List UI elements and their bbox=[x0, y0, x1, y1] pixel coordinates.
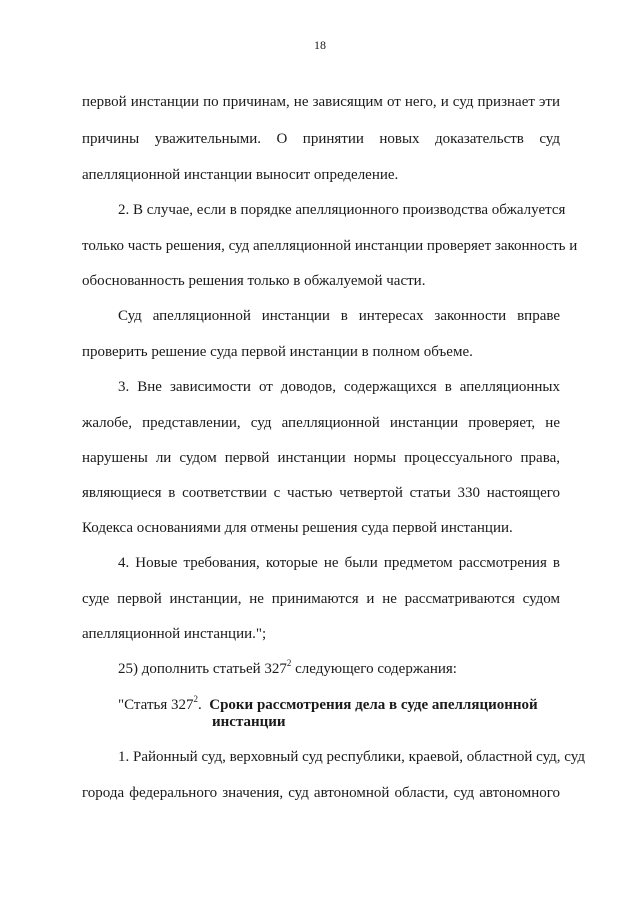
text-line-7: Суд апелляционной инстанции в интересах законности вправе bbox=[118, 308, 560, 324]
text-line-2: причины уважительными. О принятии новых доказательств суд bbox=[82, 131, 560, 147]
item-25-suffix: следующего содержания: bbox=[291, 661, 457, 677]
article-heading-title-2: инстанции bbox=[212, 714, 286, 730]
text-line-1: первой инстанции по причинам, не зависящим от него, и суд признает эти bbox=[82, 94, 560, 110]
page-number: 18 bbox=[314, 38, 326, 52]
text-line-5: только часть решения, суд апелляционной инстанции проверяет законность и bbox=[82, 238, 578, 254]
item-25-prefix: 25) дополнить статьей 327 bbox=[118, 661, 287, 677]
text-line-15: суде первой инстанции, не принимаются и не рассматриваются судом bbox=[82, 591, 560, 607]
text-line-16: апелляционной инстанции."; bbox=[82, 626, 267, 642]
text-line-4: 2. В случае, если в порядке апелляционного производства обжалуется bbox=[118, 202, 566, 218]
article-heading-sup: 2 bbox=[193, 694, 198, 704]
article-heading-title-1: Сроки рассмотрения дела в суде апелляционной bbox=[209, 697, 538, 713]
article-heading bbox=[118, 695, 560, 715]
item-25-sup: 2 bbox=[286, 658, 292, 668]
text-line-3: апелляционной инстанции выносит определение. bbox=[82, 167, 399, 183]
text-line-12: являющиеся в соответствии с частью четвертой статьи 330 настоящего bbox=[82, 485, 560, 501]
text-line-8: проверить решение суда первой инстанции в полном объеме. bbox=[82, 344, 473, 360]
text-line-11: нарушены ли судом первой инстанции нормы процессуального права, bbox=[82, 450, 560, 466]
item-25-line bbox=[118, 659, 560, 679]
text-line-13: Кодекса основаниями для отмены решения суда первой инстанции. bbox=[82, 520, 513, 536]
text-line-6: обоснованность решения только в обжалуемой части. bbox=[82, 273, 426, 289]
article-heading-dot: . bbox=[197, 697, 202, 713]
text-line-10: жалобе, представлении, суд апелляционной инстанции проверяет, не bbox=[82, 415, 560, 431]
text-line-9: 3. Вне зависимости от доводов, содержащихся в апелляционных bbox=[118, 379, 560, 395]
text-line-14: 4. Новые требования, которые не были предметом рассмотрения в bbox=[118, 555, 560, 571]
article-heading-prefix: "Статья 327 bbox=[118, 697, 194, 713]
text-line-18: города федерального значения, суд автономной области, суд автономного bbox=[82, 785, 560, 801]
text-line-17: 1. Районный суд, верховный суд республики, краевой, областной суд, суд bbox=[118, 749, 585, 765]
